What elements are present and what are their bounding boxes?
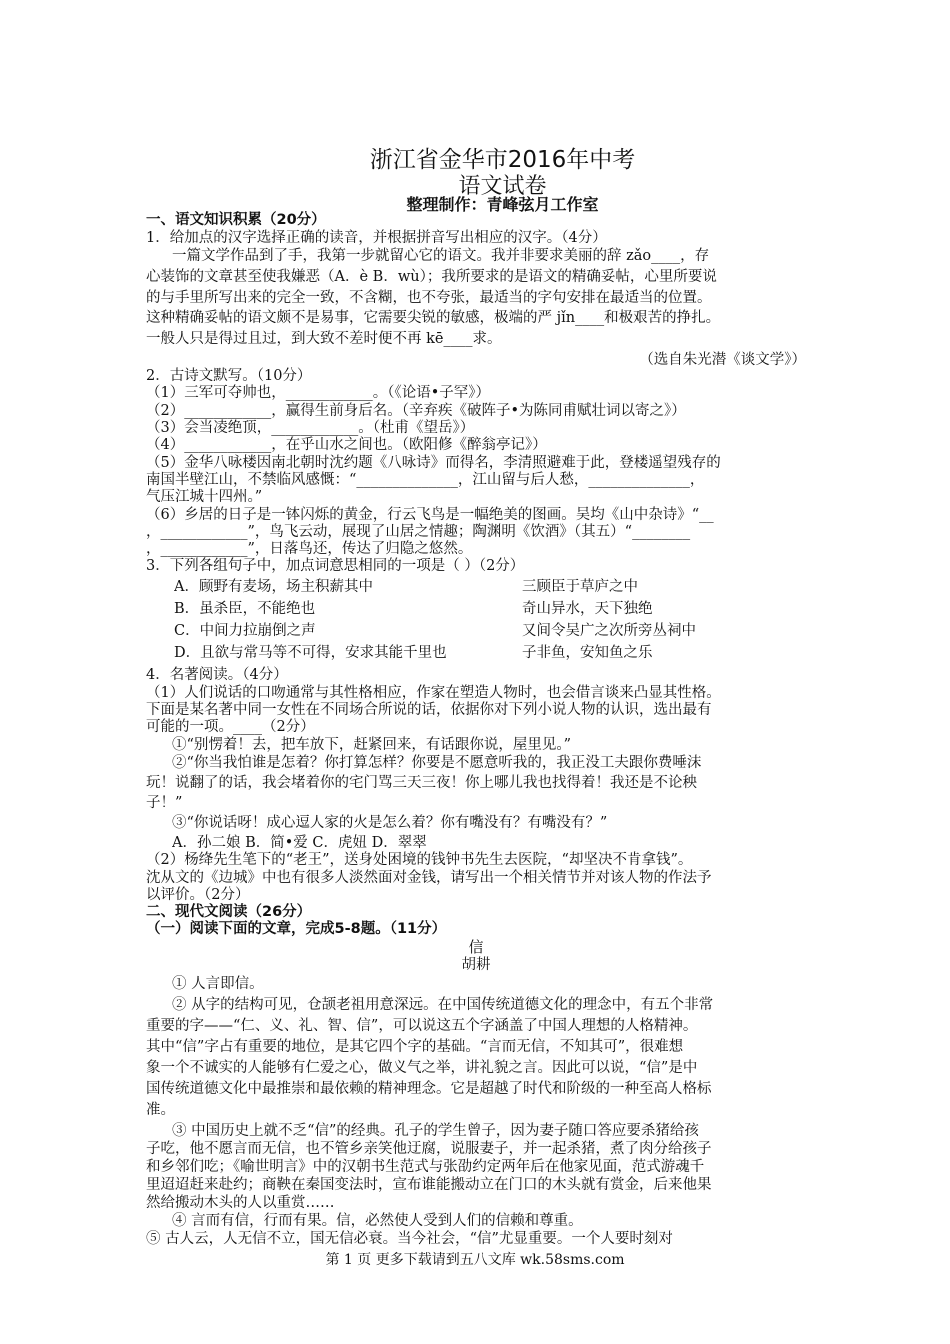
q4-text: （2）杨绛先生笔下的“老王”，送身处困境的钱钟书先生去医院，“却坚决不肯拿钱”。 [146, 852, 693, 868]
article-paragraph: 其中“信”字占有重要的地位，是其它四个字的基础。“言而无信，不知其可”，很难想 [146, 1039, 684, 1055]
q4-text: 沈从文的《边城》中也有很多人淡然面对金钱，请写出一个相关情节并对该人物的作法予 [146, 870, 712, 886]
q1-text: 心装饰的文章甚至使我嫌恶（A．è B．wù）；我所要求的是语文的精确妥帖，心里所要说 [146, 269, 717, 285]
exam-subtitle: 语文试卷 [458, 174, 547, 199]
q4-quote: ③“你说话呀！成心逗人家的火是怎么着？你有嘴没有？有嘴没有？” [172, 815, 608, 831]
q1-text: 一般人只是得过且过，到大致不差时便不再 kē____求。 [146, 331, 502, 347]
q3-option-b-left: B．虽杀臣，不能绝也 [174, 601, 316, 617]
reading-instruction: （一）阅读下面的文章，完成5-8题。（11分） [146, 921, 447, 937]
article-paragraph: ③ 中国历史上就不乏“信”的经典。孔子的学生曾子，因为妻子随口答应要杀猪给孩 [172, 1123, 699, 1139]
article-paragraph: 象一个不诚实的人能够有仁爱之心，做义气之举，讲礼貌之言。因此可以说，“信”是中 [146, 1060, 698, 1076]
q4-options: A．孙二娘 B．简•爱 C．虎妞 D．翠翠 [172, 835, 427, 851]
q1-source: （选自朱光潜《谈文学》） [639, 352, 806, 368]
q4-quote: ②“你当我怕谁是怎着？你打算怎样？你要是不愿意听我的，我正没工夫跟你费唾沫 [172, 755, 702, 771]
q3-option-a-right: 三顾臣于草庐之中 [522, 579, 638, 595]
article-paragraph: 和乡邻们吃；《喻世明言》中的汉朝书生范式与张劭约定两年后在他家见面，范式游魂千 [146, 1159, 705, 1175]
q1-text: 的与手里所写出来的完全一致，不含糊，也不夸张，最适当的字句安排在最适当的位置。 [146, 290, 712, 306]
q2-item: （6）乡居的日子是一钵闪烁的黄金，行云飞鸟是一幅绝美的图画。吴均《山中杂诗》“__ [146, 507, 714, 523]
exam-title: 浙江省金华市2016年中考 [369, 147, 636, 173]
q4-text: （1）人们说话的口吻通常与其性格相应，作家在塑造人物时，也会借言谈来凸显其性格。 [146, 685, 721, 701]
article-paragraph: ④ 言而有信，行而有果。信，必然使人受到人们的信赖和尊重。 [172, 1213, 583, 1229]
article-paragraph: ① 人言即信。 [172, 976, 264, 992]
article-paragraph: 然给搬动木头的人以重赏…… [146, 1195, 335, 1211]
q4-text: 以评价。（2分） [146, 887, 250, 903]
page-footer: 第 1 页 更多下载请到五八文库 wk.58sms.com [325, 1252, 625, 1268]
q4-quote: 子！” [146, 795, 183, 811]
question-2: 2．古诗文默写。（10分） [146, 368, 312, 384]
article-paragraph: 准。 [146, 1102, 175, 1118]
q2-item: （3）会当凌绝顶，____________。（杜甫《望岳》） [146, 420, 475, 436]
section-heading: 一、语文知识积累（20分） [146, 212, 326, 228]
question-4: 4．名著阅读。（4分） [146, 667, 288, 683]
q4-quote: ①“别愣着！去，把车放下，赶紧回来，有话跟你说，屋里见。” [172, 737, 572, 753]
q4-text: 下面是某名著中同一女性在不同场合所说的话，依据你对下列小说人物的认识，选出最有 [146, 702, 712, 718]
article-paragraph: ⑤ 古人云，人无信不立，国无信必衰。当今社会，“信”尤显重要。一个人要时刻对 [146, 1231, 673, 1247]
q2-item: （4）____________，在乎山水之间也。（欧阳修《醉翁亭记》） [146, 437, 547, 453]
question-1: 1．给加点的汉字选择正确的读音，并根据拼音写出相应的汉字。（4分） [146, 230, 607, 246]
q2-item: （1）三军可夺帅也，____________。（《论语•子罕》） [146, 385, 491, 401]
article-paragraph: 国传统道德文化中最推崇和最依赖的精神理念。它是超越了时代和阶级的一种至高人格标 [146, 1081, 712, 1097]
q2-item: 气压江城十四州。” [146, 489, 263, 505]
q4-text: 可能的一项。____（2分） [146, 719, 315, 735]
article-author: 胡耕 [461, 957, 491, 973]
article-paragraph: 子吃，他不愿言而无信，也不管乡亲笑他迂腐，说服妻子，并一起杀猪，煮了肉分给孩子 [146, 1141, 712, 1157]
q3-option-a-left: A．顾野有麦场，场主积薪其中 [174, 579, 373, 595]
q3-option-d-left: D．且欲与常马等不可得，安求其能千里也 [174, 645, 447, 661]
q2-item: ，____________”，日落鸟还，传达了归隐之悠然。 [146, 541, 473, 557]
q2-item: ，____________”，鸟飞云动，展现了山居之情趣；陶渊明《饮酒》（其五）“________ [146, 524, 691, 540]
q1-text: 一篇文学作品到了手，我第一步就留心它的语文。我并非要求美丽的辞 zǎo____，存 [172, 248, 710, 264]
question-3: 3．下列各组句子中，加点词意思相同的一项是（ ）（2分） [146, 558, 525, 574]
q3-option-b-right: 奇山异水，天下独绝 [522, 601, 653, 617]
article-paragraph: ② 从字的结构可见，仓颉老祖用意深远。在中国传统道德文化的理念中，有五个非常 [172, 997, 714, 1013]
article-paragraph: 里迢迢赶来赴约；商鞅在秦国变法时，宣布谁能搬动立在门口的木头就有赏金，后来他果 [146, 1177, 712, 1193]
q2-item: 南国半壁江山，不禁临风感慨：“______________，江山留与后人愁，______________， [146, 472, 705, 488]
article-paragraph: 重要的字——“仁、义、礼、智、信”，可以说这五个字涵盖了中国人理想的人格精神。 [146, 1018, 698, 1034]
q3-option-c-left: C．中间力拉崩倒之声 [174, 623, 316, 639]
q4-quote: 玩！说翻了的话，我会堵着你的宅门骂三天三夜！你上哪儿我也找得着！我还是不论秧 [146, 775, 697, 791]
q1-text: 这种精确妥帖的语文颇不是易事，它需要尖锐的敏感，极端的严 jǐn____和极艰苦的挣扎。 [146, 310, 721, 326]
q3-option-c-right: 又间令吴广之次所旁丛祠中 [522, 623, 696, 639]
section-heading: 二、现代文阅读（26分） [146, 904, 312, 920]
q2-item: （5）金华八咏楼因南北朝时沈约题《八咏诗》而得名，李清照避难于此，登楼遥望残存的 [146, 455, 721, 471]
exam-author: 整理制作：青峰弦月工作室 [406, 195, 599, 214]
article-title: 信 [468, 938, 484, 956]
q3-option-d-right: 子非鱼，安知鱼之乐 [522, 645, 653, 661]
q2-item: （2）____________，赢得生前身后名。（辛弃疾《破阵子•为陈同甫赋壮词以寄之》） [146, 403, 686, 419]
